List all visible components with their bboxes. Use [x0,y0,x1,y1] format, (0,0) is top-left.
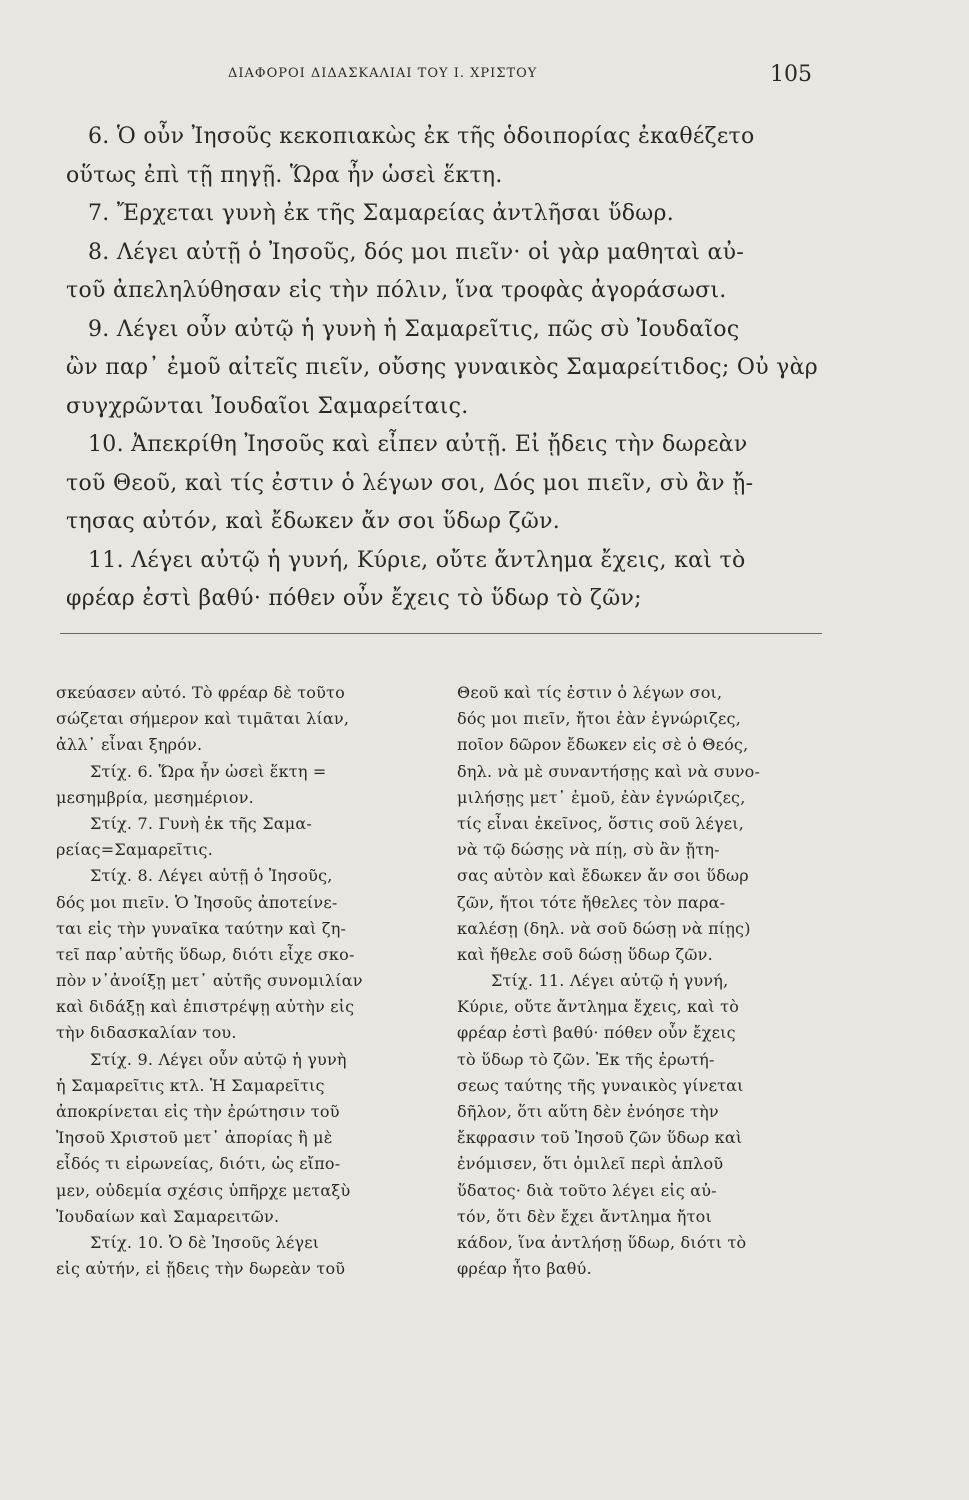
commentary-line: δηλ. νὰ μὲ συναντήσῃς καὶ νὰ συνο- [457,761,761,781]
commentary-line: ἐνόμισεν, ὅτι ὁμιλεῖ περὶ ἁπλοῦ [457,1154,724,1174]
main-text [66,118,826,619]
commentary-line: Στίχ. 8. Λέγει αὐτῇ ὁ Ἰησοῦς, [90,866,333,886]
commentary-line: καλέσῃ (δηλ. νὰ σοῦ δώσῃ νὰ πίῃς) [457,918,751,938]
footnote-separator [60,633,822,634]
commentary-line: τεῖ παρ᾽αὐτῆς ὕδωρ, διότι εἶχε σκο- [56,944,355,964]
commentary-line: ται εἰς τὴν γυναῖκα ταύτην καὶ ζη- [56,918,347,938]
commentary-line: φρέαρ ἦτο βαθύ. [457,1259,592,1279]
commentary-line: ζῶν, ἤτοι τότε ἤθελες τὸν παρα- [457,892,726,912]
commentary-left-column [56,680,436,1282]
main-text-line: 10. Ἀπεκρίθη Ἰησοῦς καὶ εἶπεν αὐτῇ. Εἰ ᾔδεις τὴν δωρεὰν [88,432,748,457]
commentary-line: τόν, ὅτι δὲν ἔχει ἄντλημα ἤτοι [457,1206,712,1226]
commentary-line: δός μοι πιεῖν, ἤτοι ἐὰν ἐγνώριζες, [457,709,741,729]
main-text-line: φρέαρ ἐστὶ βαθύ· πόθεν οὖν ἔχεις τὸ ὕδωρ τὸ ζῶν; [66,586,642,611]
main-text-line: 6. Ὁ οὖν Ἰησοῦς κεκοπιακὼς ἐκ τῆς ὁδοιπορίας ἐκαθέζετο [88,124,755,149]
commentary-line: εἰς αὐτήν, εἰ ᾔδεις τὴν δωρεὰν τοῦ [56,1259,346,1279]
commentary-line: Στίχ. 6. Ὥρα ἦν ὡσεὶ ἕκτη = [90,761,327,781]
commentary-line: κάδον, ἵνα ἀντλήσῃ ὕδωρ, διότι τὸ [457,1232,747,1252]
commentary-line: ρείας=Σαμαρεῖτις. [56,840,214,860]
main-text-line: 8. Λέγει αὐτῇ ὁ Ἰησοῦς, δός μοι πιεῖν· οἱ γὰρ μαθηταὶ αὐ- [88,239,745,265]
commentary-line: φρέαρ ἐστὶ βαθύ· πόθεν οὖν ἔχεις [457,1023,736,1043]
commentary-line: Κύριε, οὔτε ἄντλημα ἔχεις, καὶ τὸ [457,997,740,1017]
commentary-line: πὸν ν᾽ἀνοίξῃ μετ᾽ αὐτῆς συνομιλίαν [56,971,363,991]
commentary-line: σκεύασεν αὐτό. Τὸ φρέαρ δὲ τοῦτο [56,683,345,702]
page-number: 105 [770,62,812,87]
main-text-line: συγχρῶνται Ἰουδαῖοι Σαμαρείταις. [66,393,469,419]
running-head: ΔΙΑΦΟΡΟΙ ΔΙΔΑΣΚΑΛΙΑΙ ΤΟΥ Ι. ΧΡΙΣΤΟΥ [228,66,538,81]
main-text-line: 11. Λέγει αὐτῷ ἡ γυνή, Κύριε, οὔτε ἄντλημα ἔχεις, καὶ τὸ [88,547,746,573]
commentary-line: καὶ διδάξῃ καὶ ἐπιστρέψῃ αὐτὴν εἰς [56,997,355,1017]
main-text-line: 7. Ἔρχεται γυνὴ ἐκ τῆς Σαμαρείας ἀντλῆσαι ὕδωρ. [88,201,675,226]
commentary-line: μεσημβρία, μεσημέριον. [56,787,254,807]
commentary-line: καὶ ἤθελε σοῦ δώσῃ ὕδωρ ζῶν. [457,944,713,964]
commentary-line: Στίχ. 7. Γυνὴ ἐκ τῆς Σαμα- [90,813,312,833]
commentary-line: μιλήσῃς μετ᾽ ἐμοῦ, ἐὰν ἐγνώριζες, [457,787,746,807]
commentary-line: Θεοῦ καὶ τίς ἐστιν ὁ λέγων σοι, [457,683,723,702]
commentary-line: ἡ Σαμαρεῖτις κτλ. Ἡ Σαμαρεῖτις [56,1075,325,1095]
main-text-line: ὢν παρ᾽ ἐμοῦ αἰτεῖς πιεῖν, οὔσης γυναικὸς Σαμαρείτιδος; Οὐ γὰρ [66,355,819,380]
commentary-line: τὴν διδασκαλίαν του. [56,1023,237,1043]
main-text-line: τοῦ ἀπεληλύθησαν εἰς τὴν πόλιν, ἵνα τροφὰς ἀγοράσωσι. [66,278,727,303]
commentary-line: μεν, οὐδεμία σχέσις ὑπῆρχε μεταξὺ [56,1180,351,1200]
commentary-line: εἶδός τι εἰρωνείας, διότι, ὡς εἴπο- [56,1154,341,1174]
commentary-line: Ἰησοῦ Χριστοῦ μετ᾽ ἀπορίας ἢ μὲ [56,1128,333,1148]
commentary-line: τὸ ὕδωρ τὸ ζῶν. Ἐκ τῆς ἐρωτή- [457,1049,715,1069]
commentary-line: σας αὐτὸν καὶ ἔδωκεν ἄν σοι ὕδωρ [457,866,749,886]
commentary-line: ὕδατος· διὰ τοῦτο λέγει εἰς αὐ- [457,1180,717,1200]
commentary-line: νὰ τῷ δώσῃς νὰ πίῃ, σὺ ἂν ᾔτη- [457,840,720,860]
commentary-line: δός μοι πιεῖν. Ὁ Ἰησοῦς ἀποτείνε- [56,892,338,912]
commentary-line: δῆλον, ὅτι αὕτη δὲν ἐνόησε τὴν [457,1102,719,1121]
commentary-line: τίς εἶναι ἐκεῖνος, ὅστις σοῦ λέγει, [457,813,744,833]
commentary-line: Στίχ. 9. Λέγει οὖν αὐτῷ ἡ γυνὴ [90,1049,347,1069]
main-text-line: τησας αὐτόν, καὶ ἔδωκεν ἄν σοι ὕδωρ ζῶν. [66,509,561,534]
commentary-line: ἔκφρασιν τοῦ Ἰησοῦ ζῶν ὕδωρ καὶ [457,1128,743,1148]
commentary-line: ποῖον δῶρον ἔδωκεν εἰς σὲ ὁ Θεός, [457,735,749,755]
commentary-line: σώζεται σήμερον καὶ τιμᾶται λίαν, [56,709,350,729]
commentary-line: Στίχ. 11. Λέγει αὐτῷ ἡ γυνή, [491,971,729,991]
commentary-line: ἀλλ᾽ εἶναι ξηρόν. [56,735,203,755]
commentary-line: ἀποκρίνεται εἰς τὴν ἐρώτησιν τοῦ [56,1102,340,1121]
commentary-line: σεως ταύτης τῆς γυναικὸς γίνεται [457,1075,744,1095]
commentary-line: Ἰουδαίων καὶ Σαμαρειτῶν. [56,1206,280,1226]
commentary-line: Στίχ. 10. Ὁ δὲ Ἰησοῦς λέγει [90,1232,320,1252]
main-text-line: οὕτως ἐπὶ τῇ πηγῇ. Ὥρα ἦν ὡσεὶ ἕκτη. [66,162,503,188]
main-text-line: 9. Λέγει οὖν αὐτῷ ἡ γυνὴ ἡ Σαμαρεῖτις, πῶς σὺ Ἰουδαῖος [88,316,740,342]
commentary-right-column [457,680,837,1282]
main-text-line: τοῦ Θεοῦ, καὶ τίς ἐστιν ὁ λέγων σοι, Δός μοι πιεῖν, σὺ ἂν ᾔ- [66,470,754,496]
